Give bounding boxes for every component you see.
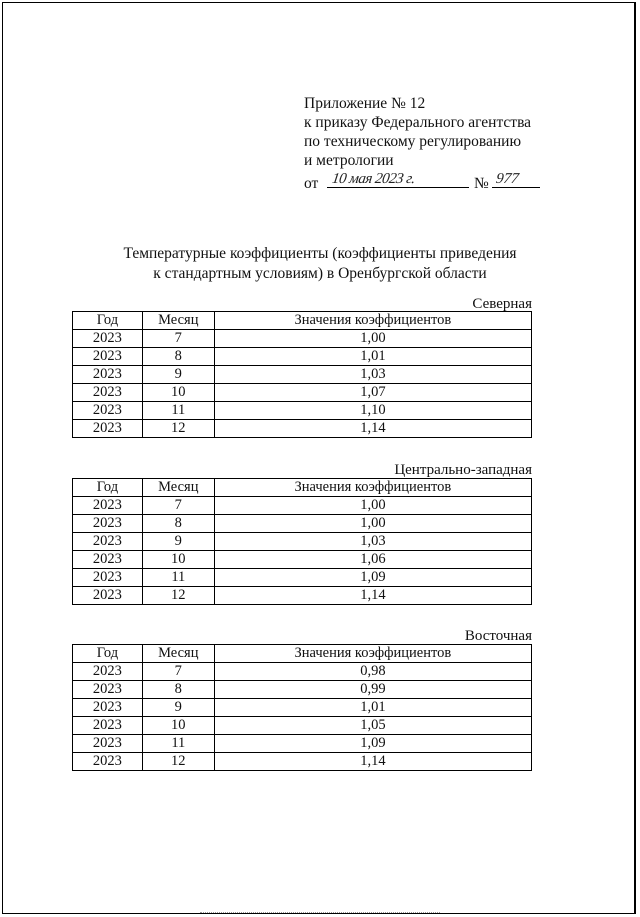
handwritten-number: 977: [494, 171, 520, 187]
table-row: [73, 735, 532, 753]
cell-month: 7: [142, 330, 214, 348]
cell-month: 8: [142, 348, 214, 366]
order-reference: к приказу Федерального агентства: [304, 114, 532, 131]
title-line-2: к стандартным условиям) в Оренбургской области: [153, 265, 487, 282]
cell-year: 2023: [73, 569, 143, 587]
col-month: Месяц: [142, 312, 214, 330]
cell-value: 1,06: [214, 551, 531, 569]
cell-year: 2023: [73, 330, 143, 348]
cell-year: 2023: [73, 366, 143, 384]
cell-year: 2023: [73, 699, 143, 717]
table-row: [73, 681, 532, 699]
scan-edge-mark: [200, 912, 440, 914]
cell-month: 12: [142, 420, 214, 438]
cell-month: 11: [142, 402, 214, 420]
cell-month: 8: [142, 515, 214, 533]
cell-year: 2023: [73, 663, 143, 681]
table-row: [73, 551, 532, 569]
cell-month: 7: [142, 497, 214, 515]
cell-year: 2023: [73, 497, 143, 515]
cell-value: 1,00: [214, 330, 531, 348]
table-east: [72, 644, 532, 771]
section-title-central-west: Центрально-западная: [394, 462, 532, 478]
table-header-row: [73, 479, 532, 497]
table-row: [73, 663, 532, 681]
cell-value: 1,00: [214, 497, 531, 515]
appendix-number: Приложение № 12: [304, 95, 426, 112]
table-row: [73, 699, 532, 717]
cell-value: 1,01: [214, 699, 531, 717]
cell-value: 1,07: [214, 384, 531, 402]
cell-month: 12: [142, 753, 214, 771]
cell-month: 9: [142, 699, 214, 717]
table-row: [73, 533, 532, 551]
number-label: №: [474, 175, 489, 192]
cell-value: 1,09: [214, 735, 531, 753]
title-line-1: Температурные коэффициенты (коэффициенты приведения: [123, 245, 517, 262]
cell-value: 1,14: [214, 753, 531, 771]
col-year: Год: [73, 312, 143, 330]
cell-value: 1,00: [214, 515, 531, 533]
cell-value: 1,03: [214, 533, 531, 551]
cell-year: 2023: [73, 717, 143, 735]
col-value: Значения коэффициентов: [214, 312, 531, 330]
table-row: [73, 587, 532, 605]
cell-value: 1,03: [214, 366, 531, 384]
cell-year: 2023: [73, 384, 143, 402]
cell-year: 2023: [73, 402, 143, 420]
cell-month: 7: [142, 663, 214, 681]
col-value: Значения коэффициентов: [214, 479, 531, 497]
table-row: [73, 348, 532, 366]
table-header-row: [73, 312, 532, 330]
cell-year: 2023: [73, 348, 143, 366]
cell-year: 2023: [73, 515, 143, 533]
table-row: [73, 330, 532, 348]
agency-line-2: и метрологии: [304, 152, 394, 169]
table-row: [73, 384, 532, 402]
cell-value: 1,14: [214, 420, 531, 438]
cell-year: 2023: [73, 735, 143, 753]
cell-value: 0,98: [214, 663, 531, 681]
table-row: [73, 753, 532, 771]
col-year: Год: [73, 479, 143, 497]
from-label: от: [304, 175, 319, 192]
order-date-number-line: [304, 172, 540, 196]
document-title: [70, 244, 570, 284]
table-row: [73, 497, 532, 515]
cell-month: 11: [142, 569, 214, 587]
col-year: Год: [73, 645, 143, 663]
section-title-east: Восточная: [464, 628, 532, 644]
cell-year: 2023: [73, 681, 143, 699]
appendix-header: [304, 94, 540, 196]
col-month: Месяц: [142, 479, 214, 497]
cell-value: 0,99: [214, 681, 531, 699]
cell-year: 2023: [73, 533, 143, 551]
col-month: Месяц: [142, 645, 214, 663]
col-value: Значения коэффициентов: [214, 645, 531, 663]
agency-line: по техническому регулированию: [304, 133, 522, 150]
cell-month: 10: [142, 384, 214, 402]
handwritten-date: 10 мая 2023 г.: [330, 171, 416, 187]
cell-value: 1,14: [214, 587, 531, 605]
table-row: [73, 366, 532, 384]
cell-month: 11: [142, 735, 214, 753]
table-row: [73, 515, 532, 533]
table-north: [72, 311, 532, 438]
table-row: [73, 402, 532, 420]
cell-value: 1,10: [214, 402, 531, 420]
cell-month: 10: [142, 551, 214, 569]
cell-year: 2023: [73, 551, 143, 569]
cell-year: 2023: [73, 753, 143, 771]
section-title-north: Северная: [472, 296, 532, 312]
cell-value: 1,01: [214, 348, 531, 366]
cell-month: 10: [142, 717, 214, 735]
cell-year: 2023: [73, 587, 143, 605]
cell-year: 2023: [73, 420, 143, 438]
table-header-row: [73, 645, 532, 663]
cell-value: 1,09: [214, 569, 531, 587]
cell-month: 12: [142, 587, 214, 605]
table-row: [73, 420, 532, 438]
cell-month: 8: [142, 681, 214, 699]
table-row: [73, 569, 532, 587]
cell-month: 9: [142, 366, 214, 384]
cell-month: 9: [142, 533, 214, 551]
table-central-west: [72, 478, 532, 605]
cell-value: 1,05: [214, 717, 531, 735]
table-row: [73, 717, 532, 735]
